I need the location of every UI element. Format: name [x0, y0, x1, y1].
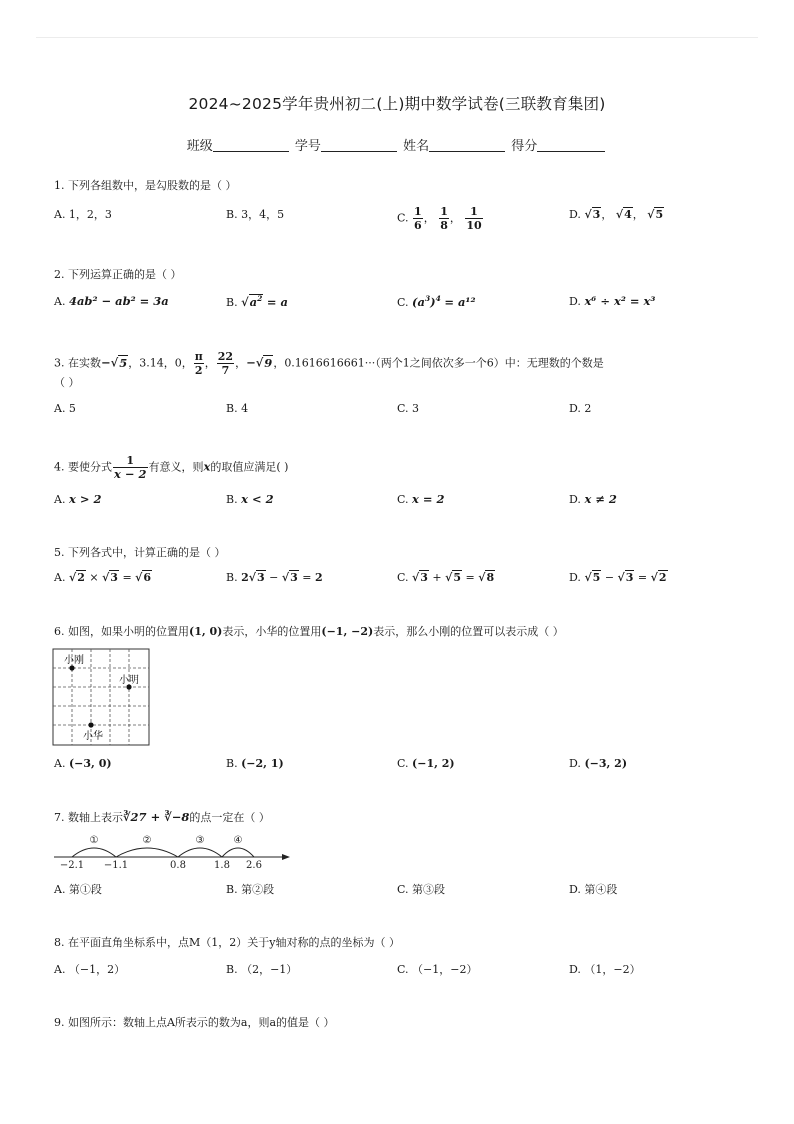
arc-segment-2	[116, 848, 178, 857]
student-info-line	[0, 135, 794, 154]
q3-option-d[interactable]: D. 2	[569, 402, 592, 415]
radical: $√a^2$	[241, 294, 263, 309]
radical: √3	[584, 208, 601, 221]
fraction: $\frac{22}{7}$	[217, 350, 234, 377]
question-8-stem: 8. 在平面直角坐标系中，点M（1，2）关于y轴对称的点的坐标为（ ）	[54, 936, 400, 949]
segment-label-2: ②	[142, 835, 152, 846]
q5-option-a[interactable]: A. √2 × √3 = √6	[54, 571, 152, 584]
fraction: $\frac{1}{8}$	[440, 205, 448, 232]
q3-option-c[interactable]: C. 3	[397, 402, 420, 415]
label-xiaoming: 小明	[119, 675, 139, 686]
q5-option-d[interactable]: D. √5 − √3 = √2	[569, 571, 667, 584]
q4-option-b[interactable]: B. x < 2	[226, 492, 274, 506]
header-rule	[36, 37, 758, 38]
axis-arrow	[282, 854, 290, 860]
question-7-options	[54, 881, 754, 899]
question-2-stem: 2. 下列运算正确的是（ ）	[54, 268, 182, 281]
question-1-stem: 1. 下列各组数中，是勾股数的是（ ）	[54, 179, 237, 192]
q3-option-b[interactable]: B. 4	[226, 402, 249, 415]
fraction: $\frac{1}{x - 2}$	[114, 454, 147, 481]
tick-label: 1.8	[214, 860, 230, 871]
tick-label: −1.1	[103, 860, 129, 871]
number-blank[interactable]	[321, 138, 397, 152]
math-expression: 4ab² − ab² = 3a	[68, 294, 169, 308]
arc-segment-1	[72, 848, 116, 857]
class-label: 班级	[186, 139, 213, 154]
question-3-stem-line2: （ ）	[54, 376, 80, 389]
radical: √5	[647, 208, 664, 221]
q7-option-a[interactable]: A. 第①段	[54, 883, 102, 896]
q1-option-a[interactable]: A. 1，2，3	[54, 208, 112, 221]
q6-option-b[interactable]: B. (−2, 1)	[226, 757, 284, 770]
q7-option-d[interactable]: D. 第④段	[569, 883, 618, 896]
fraction: $\frac{1}{10}$	[466, 205, 482, 232]
tick-label: 2.6	[246, 860, 262, 871]
q1-option-d-label: D.	[569, 208, 581, 221]
radical: √4	[615, 208, 632, 221]
q8-option-a[interactable]: A. （−1，2）	[54, 963, 126, 976]
q3-option-a[interactable]: A. 5	[54, 402, 76, 415]
segment-label-3: ③	[195, 835, 205, 846]
question-5-options	[54, 571, 754, 589]
fraction: $\frac{\pi}{2}$	[194, 350, 203, 377]
segment-label-4: ④	[233, 835, 243, 846]
question-3-stem: 3. 在实数−√5，3.14，0， $\frac{\pi}{2}$ ， $\frac{22}{7}$ ，−√9，0.1616616661···（两个1之间依次多一个6）中：无理数的个数是	[54, 350, 604, 377]
q8-option-b[interactable]: B. （2，−1）	[226, 963, 298, 976]
segment-label-1: ①	[89, 835, 99, 846]
q8-option-c[interactable]: C. （−1，−2）	[397, 963, 478, 976]
question-8-options	[54, 961, 754, 979]
number-label: 学号	[294, 139, 321, 154]
question-4-options	[54, 492, 754, 510]
question-9-stem: 9. 如图所示：数轴上点A所表示的数为a，则a的值是（ ）	[54, 1016, 335, 1029]
point-xiaogang	[69, 665, 74, 670]
exam-title: 2024~2025学年贵州初二(上)期中数学试卷(三联教育集团)	[188, 95, 606, 113]
q5-option-b[interactable]: B. 2√3 − √3 = 2	[226, 571, 323, 584]
name-blank[interactable]	[429, 138, 505, 152]
q5-option-c[interactable]: C. √3 + √5 = √8	[397, 571, 495, 584]
arc-segment-4	[222, 848, 254, 857]
q1-option-c[interactable]: C. $\frac{1}{6}$ ， $\frac{1}{8}$ ， $\frac{1}{10}$	[397, 205, 482, 232]
q4-option-d[interactable]: D. x ≠ 2	[569, 492, 617, 506]
math-expression: ∛27 + ∛−8	[123, 810, 190, 824]
q7-option-c[interactable]: C. 第③段	[397, 883, 446, 896]
q6-option-d[interactable]: D. (−3, 2)	[569, 757, 628, 770]
q8-option-d[interactable]: D. （1，−2）	[569, 963, 641, 976]
q2-option-a[interactable]: A. 4ab² − ab² = 3a	[54, 294, 169, 308]
question-6-stem: 6. 如图，如果小明的位置用(1, 0)表示，小华的位置用(−1, −2)表示，那么小刚的位置可以表示成（ ）	[54, 625, 564, 638]
label-xiaohua: 小华	[83, 731, 103, 742]
arc-segment-3	[178, 848, 222, 857]
segment-arcs	[72, 848, 254, 857]
q2-option-c[interactable]: C. $(a^3)^4 = a^{12}$	[397, 294, 476, 309]
question-6-options	[54, 757, 754, 775]
point-xiaohua	[88, 722, 93, 727]
math-expression: = a¹²	[444, 294, 476, 309]
class-blank[interactable]	[213, 138, 289, 152]
number-line-figure	[50, 830, 300, 874]
question-2-options	[54, 294, 754, 312]
q1-option-c-label: C.	[397, 211, 409, 225]
position-grid-figure	[52, 648, 152, 748]
question-1-options	[54, 205, 754, 233]
question-4-stem: 4. 要使分式 $\frac{1}{x - 2}$ 有意义，则x的取值应满足( )	[54, 454, 289, 481]
question-5-stem: 5. 下列各式中，计算正确的是（ ）	[54, 546, 226, 559]
label-xiaogang: 小刚	[64, 655, 84, 666]
q1-option-d[interactable]: D. √3， √4， √5	[569, 208, 664, 221]
score-label: 得分	[511, 139, 538, 154]
q4-option-c[interactable]: C. x = 2	[397, 492, 445, 506]
q2-option-d[interactable]: D. x⁶ ÷ x² = x³	[569, 294, 656, 308]
tick-label: −2.1	[59, 860, 85, 871]
q4-option-a[interactable]: A. x > 2	[54, 492, 102, 506]
fraction: $\frac{1}{6}$	[414, 205, 422, 232]
question-7-stem: 7. 数轴上表示∛27 + ∛−8的点一定在（ ）	[54, 810, 270, 824]
q6-option-a[interactable]: A. (−3, 0)	[54, 757, 112, 770]
math-expression: x⁶ ÷ x² = x³	[584, 294, 656, 308]
q6-option-c[interactable]: C. (−1, 2)	[397, 757, 455, 770]
score-blank[interactable]	[537, 138, 605, 152]
question-3-options	[54, 402, 754, 420]
q2-option-b[interactable]: B. $√a^2 = a$	[226, 294, 288, 309]
q1-option-b[interactable]: B. 3，4，5	[226, 208, 285, 221]
tick-label: 0.8	[170, 860, 186, 871]
name-label: 姓名	[403, 139, 430, 154]
q7-option-b[interactable]: B. 第②段	[226, 883, 275, 896]
